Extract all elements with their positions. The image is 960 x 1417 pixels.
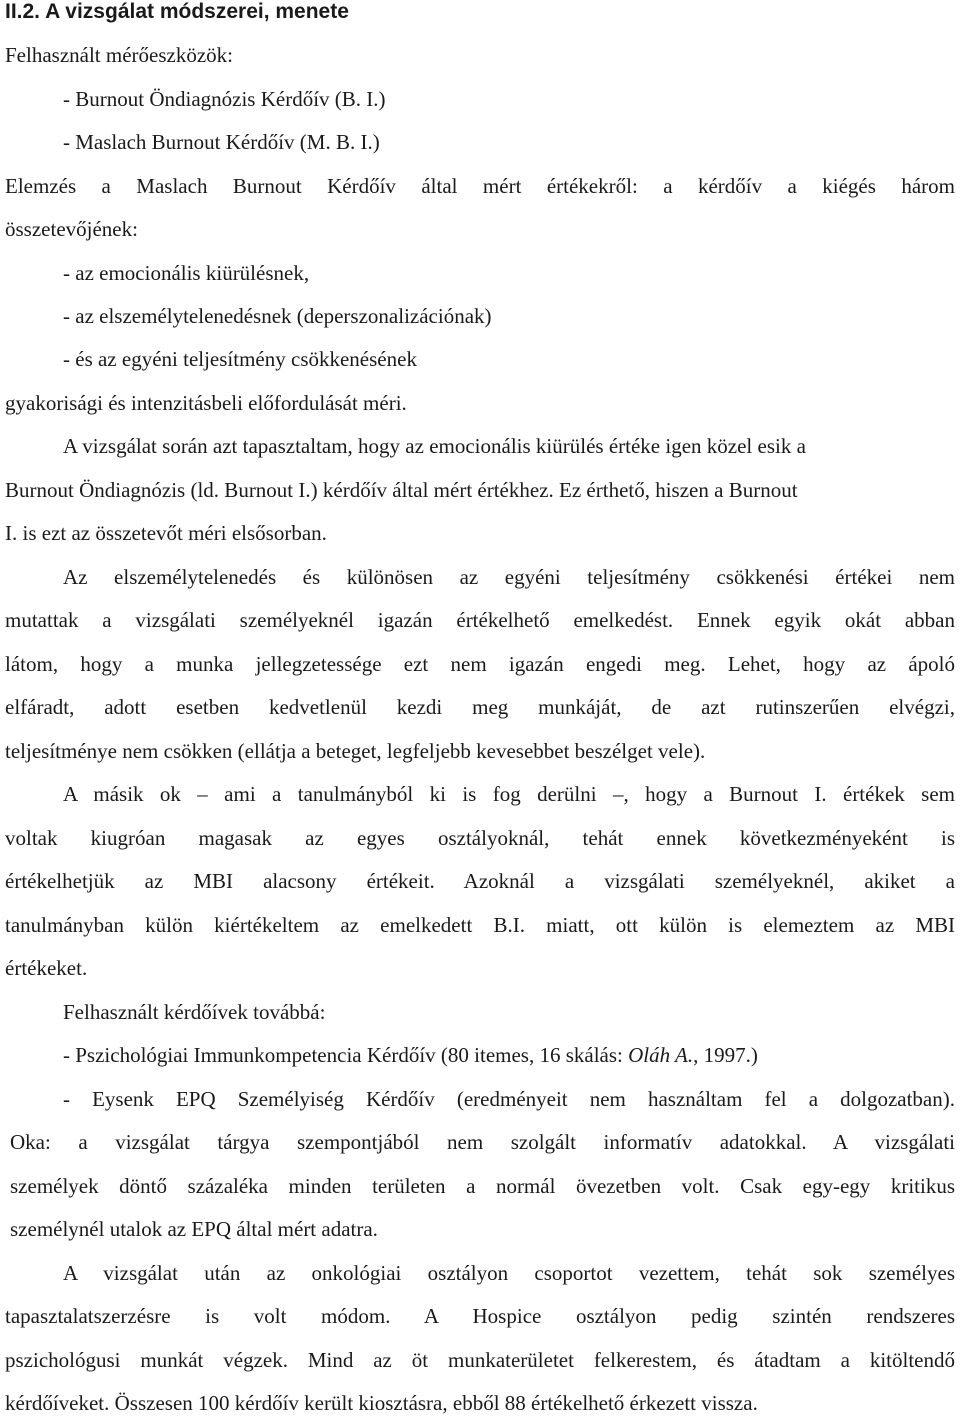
paragraph-line: mutattak a vizsgálati személyeknél igazán értékelhető emelkedést. Ennek egyik okát abban — [5, 608, 955, 632]
paragraph-line: pszichológusi munkát végzek. Mind az öt munkaterületet felkerestem, és átadtam a kitöltendő — [5, 1348, 955, 1372]
list-item — [63, 1043, 960, 1069]
list-item: - Maslach Burnout Kérdőív (M. B. I.) — [63, 130, 380, 154]
paragraph-line: kérdőíveket. Összesen 100 kérdőív került kiosztásra, ebből 88 értékelhető érkezett vissza. — [5, 1391, 758, 1415]
paragraph-line: látom, hogy a munka jellegzetessége ezt nem igazán engedi meg. Lehet, hogy az ápoló — [5, 652, 955, 676]
list-item: - az emocionális kiürülésnek, — [63, 261, 310, 285]
list-item: - az elszemélytelenedésnek (deperszonalizációnak) — [63, 304, 492, 328]
section-heading: II.2. A vizsgálat módszerei, menete — [5, 0, 349, 23]
paragraph-line: A másik ok – ami a tanulmányból ki is fog derülni –, hogy a Burnout I. értékek sem — [63, 782, 955, 806]
paragraph-line: Az elszemélytelenedés és különösen az egyéni teljesítmény csökkenési értékei nem — [63, 565, 955, 589]
paragraph-line: személynél utalok az EPQ által mért adatra. — [10, 1217, 378, 1241]
paragraph-line: teljesítménye nem csökken (ellátja a beteget, legfeljebb kevesebbet beszélget vele). — [5, 739, 706, 763]
paragraph-line: gyakorisági és intenzitásbeli előfordulását méri. — [5, 391, 407, 415]
paragraph-line: Felhasznált kérdőívek továbbá: — [63, 1000, 326, 1024]
publication-year: , 1997.) — [693, 1043, 758, 1067]
paragraph-line: elfáradt, adott esetben kedvetlenül kezdi meg munkáját, de azt rutinszerűen elvégzi, — [5, 695, 955, 719]
paragraph-line: értékelhetjük az MBI alacsony értékeit. Azoknál a vizsgálati személyeknél, akiket a — [5, 869, 955, 893]
paragraph-line: Burnout Öndiagnózis (ld. Burnout I.) kérdőív által mért értékhez. Ez érthető, hiszen a Burnout — [5, 478, 798, 502]
paragraph-line: személyek döntő százaléka minden területen a normál övezetben volt. Csak egy-egy kritikus — [10, 1174, 955, 1198]
author-name: Oláh A. — [628, 1043, 694, 1067]
paragraph-line: A vizsgálat során azt tapasztaltam, hogy az emocionális kiürülés értéke igen közel esik a — [63, 434, 806, 458]
paragraph-line: Elemzés a Maslach Burnout Kérdőív által mért értékekről: a kérdőív a kiégés három — [5, 174, 955, 198]
paragraph-line: A vizsgálat után az onkológiai osztályon csoportot vezettem, tehát sok személyes — [63, 1261, 955, 1285]
paragraph-line: I. is ezt az összetevőt méri elsősorban. — [5, 521, 327, 545]
paragraph-line: tapasztalatszerzésre is volt módom. A Hospice osztályon pedig szintén rendszeres — [5, 1304, 955, 1328]
list-item-text: - Pszichológiai Immunkompetencia Kérdőív (80 itemes, 16 skálás: — [63, 1043, 629, 1067]
paragraph-line: voltak kiugróan magasak az egyes osztályoknál, tehát ennek következményeként is — [5, 826, 955, 850]
paragraph-line: Oka: a vizsgálat tárgya szempontjából nem szolgált informatív adatokkal. A vizsgálati — [10, 1130, 955, 1154]
paragraph-line: összetevőjének: — [5, 217, 138, 241]
paragraph-line: tanulmányban külön kiértékeltem az emelkedett B.I. miatt, ott külön is elemeztem az MBI — [5, 913, 955, 937]
list-item: - és az egyéni teljesítmény csökkenésének — [63, 347, 417, 371]
paragraph-line: Felhasznált mérőeszközök: — [5, 43, 234, 67]
paragraph-line: értékeket. — [5, 956, 88, 980]
list-item: - Burnout Öndiagnózis Kérdőív (B. I.) — [63, 87, 386, 111]
list-item: - Eysenk EPQ Személyiség Kérdőív (eredményeit nem használtam fel a dolgozatban). — [63, 1087, 955, 1111]
